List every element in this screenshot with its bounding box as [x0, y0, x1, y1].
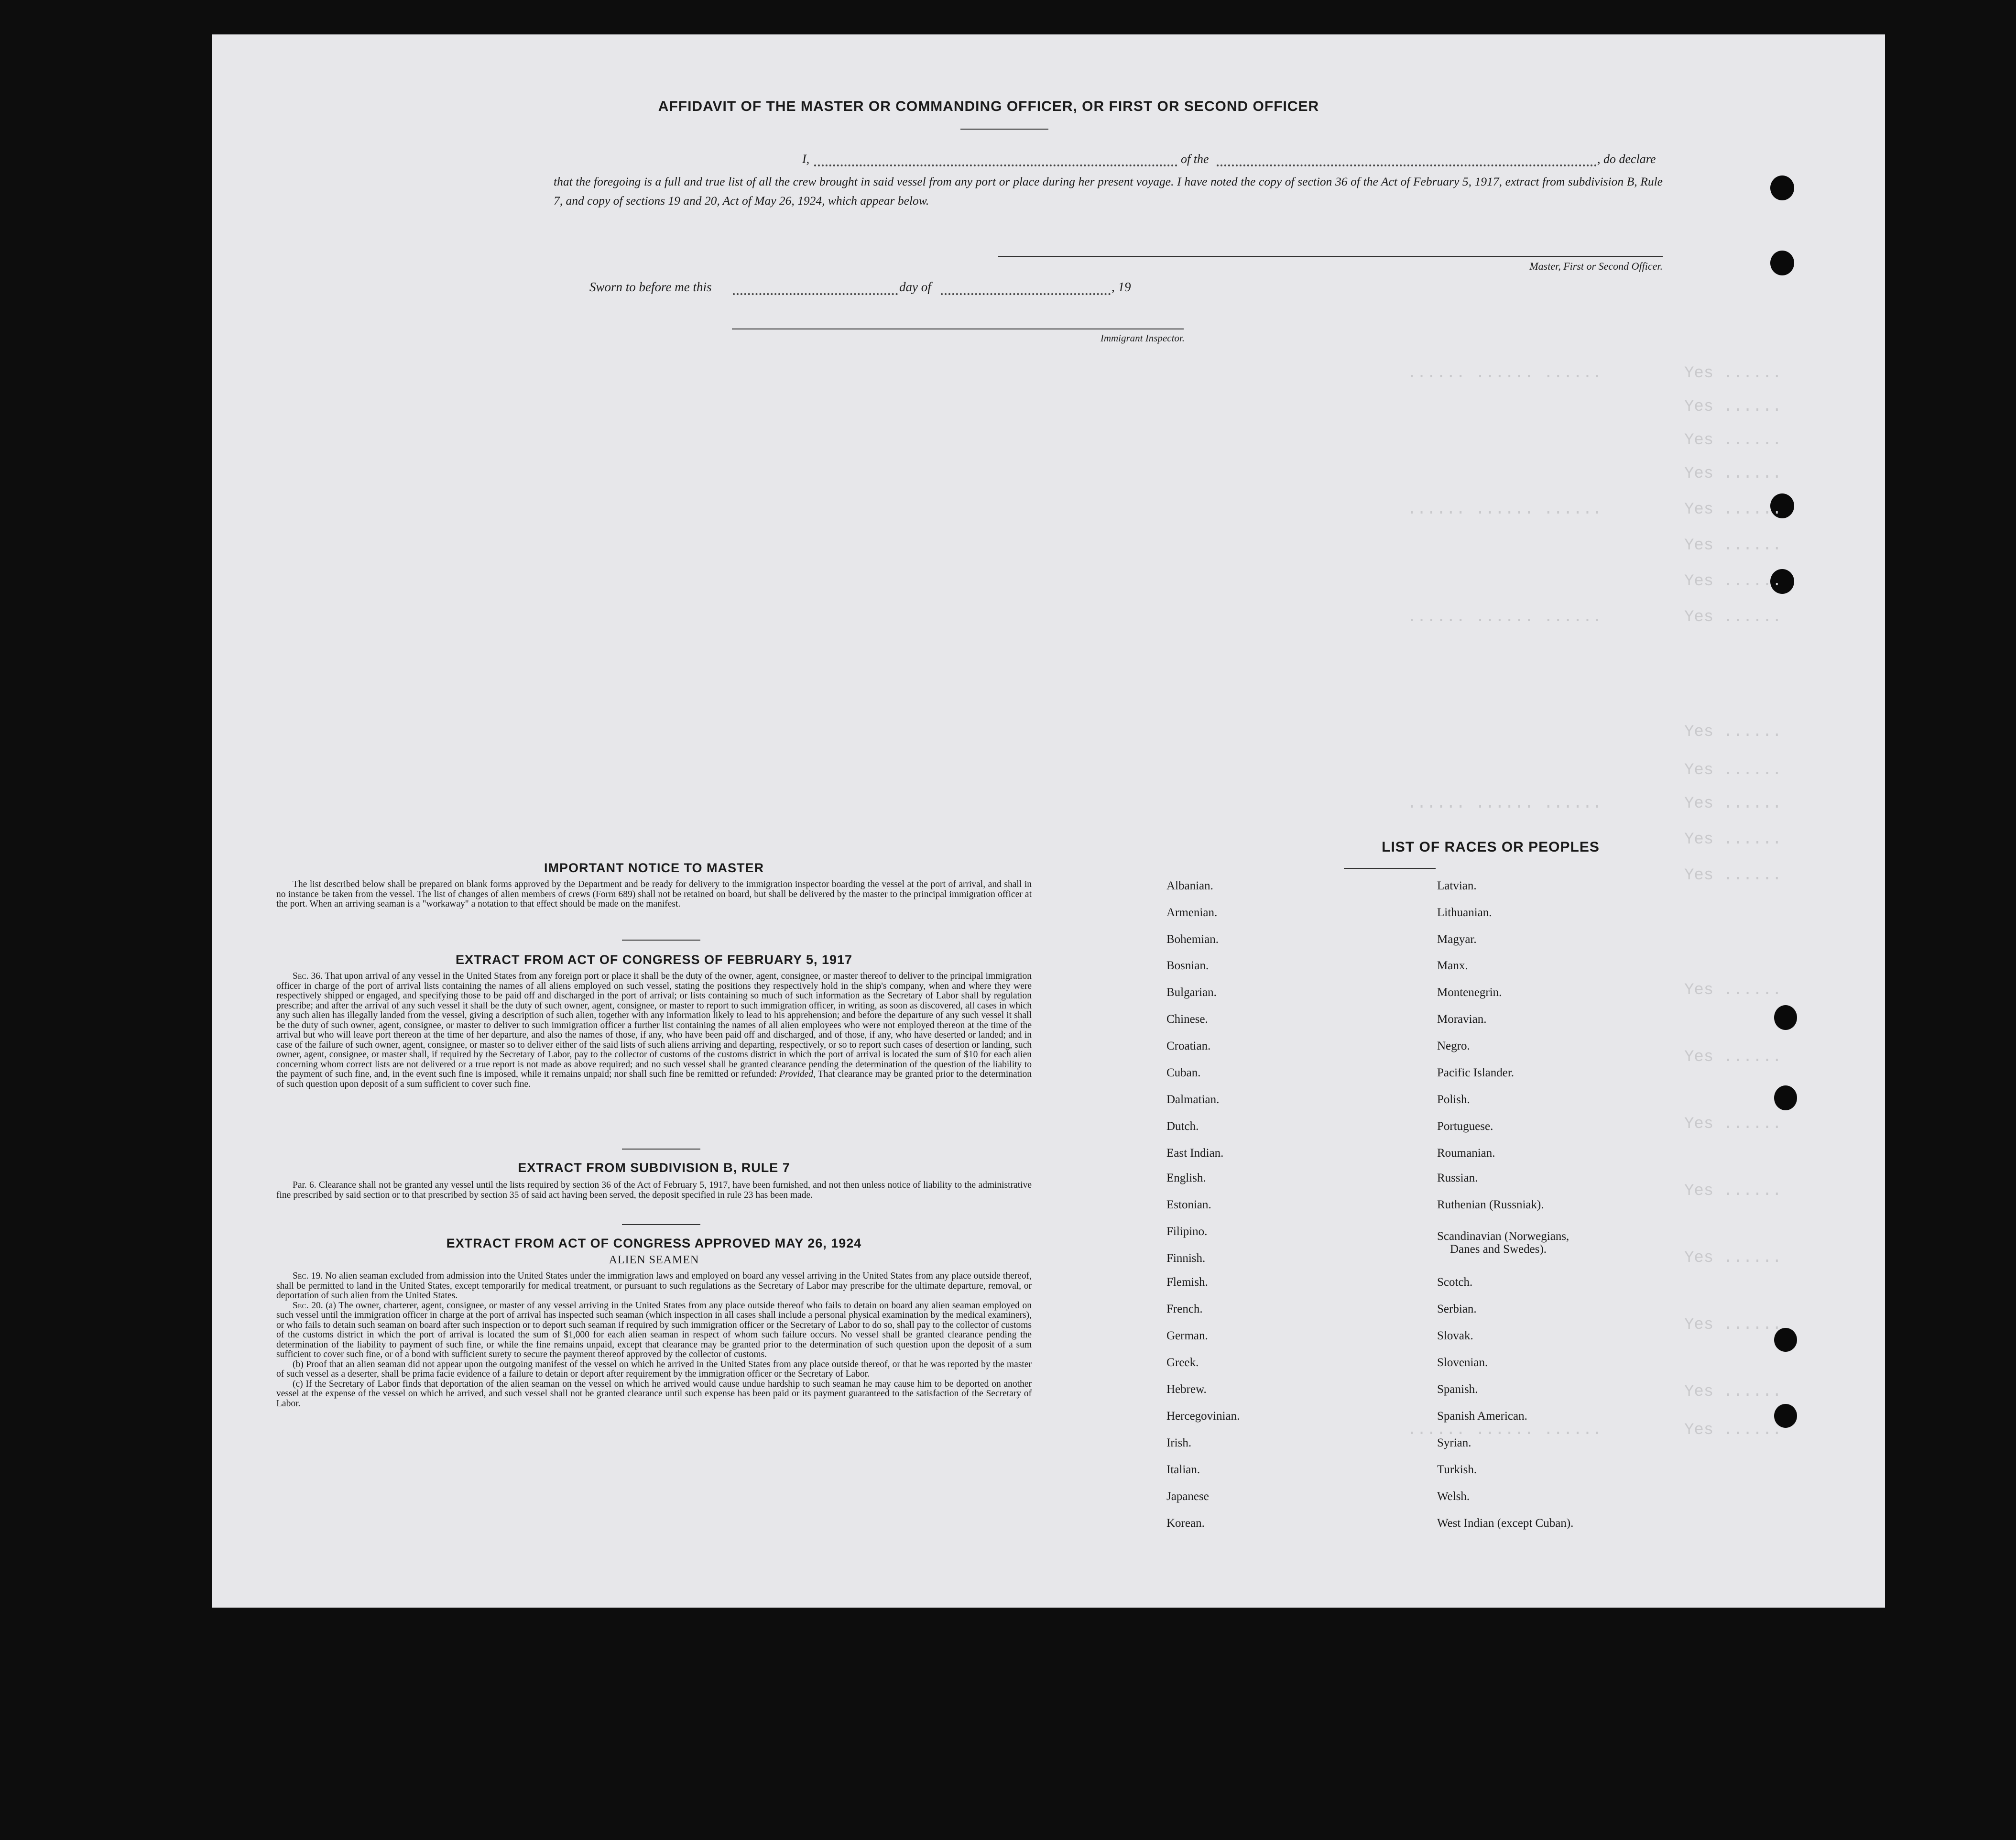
race-item: Greek.: [1166, 1356, 1199, 1369]
signature-line: [998, 256, 1663, 257]
day-of-label: day of: [899, 280, 931, 294]
race-item: Bohemian.: [1166, 933, 1219, 946]
race-item: Hercegovinian.: [1166, 1410, 1240, 1423]
notice-title: IMPORTANT NOTICE TO MASTER: [544, 861, 764, 875]
master-signature-label: Master, First or Second Officer.: [1529, 260, 1663, 272]
race-item: Cuban.: [1166, 1066, 1201, 1079]
race-item: Dalmatian.: [1166, 1093, 1220, 1106]
sec-19-label: Sec. 19.: [293, 1271, 323, 1281]
sec-20a-paragraph: [276, 1301, 1032, 1360]
race-item: Russian.: [1437, 1172, 1478, 1184]
provided-word: Provided,: [779, 1069, 816, 1079]
punch-hole: [1774, 1085, 1797, 1110]
race-item: Pacific Islander.: [1437, 1066, 1515, 1079]
sec-20-label: Sec. 20.: [293, 1300, 323, 1311]
race-item: Bulgarian.: [1166, 986, 1217, 999]
race-item: English.: [1166, 1172, 1206, 1184]
race-item: West Indian (except Cuban).: [1437, 1517, 1574, 1530]
affidavit-line1: [585, 152, 1656, 171]
race-item: Portuguese.: [1437, 1120, 1493, 1133]
race-item: Chinese.: [1166, 1013, 1208, 1026]
extract-1924-title: EXTRACT FROM ACT OF CONGRESS APPROVED MAY 26, 1924: [446, 1236, 862, 1250]
race-item: Armenian.: [1166, 906, 1218, 919]
sec-20a-text: (a) The owner, charterer, agent, consignee, or master of any vessel arriving in the United States from any place outside thereof who fails to detain on board any alien seaman employed on such vessel until the immigration officer in charge at the port of arrival has inspected such seaman (which inspection in all cases shall include a personal physical examination by the medical examiners), or who fails to detain such seaman on board after such inspection or to deport such seaman if required by such immigration officer or the Secretary of Labor to do so, shall pay to the collector of customs of the customs district in which the port of arrival is located the sum of $1,000 for each alien seaman in respect of whom such failure occurs. No vessel shall be granted clearance pending the determination of the liability to payment of such fine, or while the fine remains unpaid, except that clearance may be granted prior to the determination of such question upon the deposit of a sum sufficient to cover such fine, or of a bond with sufficient surety to secure the payment thereof approved by the collector of customs.: [276, 1300, 1032, 1359]
race-item: Estonian.: [1166, 1198, 1211, 1211]
extract-1917-title: EXTRACT FROM ACT OF CONGRESS OF FEBRUARY 5, 1917: [455, 953, 853, 967]
race-item: Manx.: [1437, 959, 1468, 972]
year-label: , 19: [1112, 280, 1131, 294]
alien-seamen-subtitle: ALIEN SEAMEN: [609, 1254, 699, 1266]
race-item: Dutch.: [1166, 1120, 1199, 1133]
rule7-paragraph: Par. 6. Clearance shall not be granted any vessel until the lists required by section 36 of the Act of February 5, 1917, have been furnished, and not then unless notice of liability to the administrative fine prescribed by said section or to that prescribed by section 35 of said act having been served, the deposit specified in rule 23 has been made.: [276, 1180, 1032, 1200]
races-title-rule: [1344, 868, 1436, 869]
sworn-day-blank: [733, 293, 898, 295]
rule7-title: EXTRACT FROM SUBDIVISION B, RULE 7: [518, 1161, 790, 1175]
punch-hole: [1770, 251, 1794, 275]
punch-hole: [1774, 1005, 1797, 1030]
notice-text: [276, 880, 1032, 909]
of-the-label: of the: [1181, 152, 1209, 166]
race-item: Roumanian.: [1437, 1147, 1495, 1160]
race-item: Ruthenian (Russniak).: [1437, 1198, 1544, 1211]
sec-36-label: Sec. 36.: [293, 971, 323, 981]
race-item: French.: [1166, 1303, 1203, 1315]
affidavit-title: AFFIDAVIT OF THE MASTER OR COMMANDING OFFICER, OR FIRST OR SECOND OFFICER: [658, 99, 1319, 114]
title-rule: [960, 129, 1048, 130]
section-rule: [622, 1149, 700, 1150]
race-item: Serbian.: [1437, 1303, 1477, 1315]
sec-36-text: That upon arrival of any vessel in the United States from any foreign port or place it shall be the duty of the owner, agent, consignee, or master thereof to deliver to the principal immigration officer in charge of the port of arrival lists containing the names of all aliens employed on such vessel, stating the positions they respectively hold in the ship's company, when and where they were respectively shipped or engaged, and specifying those to be paid off and discharged in the port of arrival; or lists containing so much of such information as the Secretary of Labor shall by regulation prescribe; and after the arrival of any such vessel it shall be the duty of such owner, agent, consignee, or master to report to such immigration officer, in writing, as soon as discovered, all cases in which any such alien has illegally landed from the vessel, giving a description of such alien, together with any information likely to lead to his apprehension; and before the departure of any such vessel it shall be the duty of such owner, agent, consignee, or master to deliver to such immigration officer a further list containing the names of all alien employees who were not employed thereon at the time of the arrival but who will leave port thereon at the time of her departure, and also the names of those, if any, who have been paid off and discharged, and of those, if any, who have deserted or landed; and in case of the failure of such owner, agent, consignee, or master so to deliver either of the said lists of such aliens arriving and departing, respectively, or so to report such cases of desertion or landing, such owner, agent, consignee, or master shall, if required by the Secretary of Labor, pay to the collector of customs of the customs district in which the port of arrival is located the sum of $10 for each alien concerning whom correct lists are not delivered or a true report is not made as above required; and no such vessel shall be granted clearance pending the determination of the question of the liability to the payment of such fine, and, in the event such fine is imposed, while it remains unpaid; nor shall such fine be remitted or refunded:: [276, 971, 1032, 1079]
race-item: Lithuanian.: [1437, 906, 1492, 919]
section-rule: [622, 940, 700, 941]
sworn-line: [589, 280, 1163, 299]
race-item: Montenegrin.: [1437, 986, 1502, 999]
race-item: German.: [1166, 1329, 1208, 1342]
race-item: Magyar.: [1437, 933, 1477, 946]
race-item: Turkish.: [1437, 1463, 1477, 1476]
race-item: Croatian.: [1166, 1040, 1211, 1052]
race-item: Scandinavian (Norwegians,: [1437, 1230, 1569, 1243]
sec-20c-paragraph: (c) If the Secretary of Labor finds that deportation of the alien seaman on the vessel on which he arrived would cause undue hardship to such seaman he may cause him to be deported on another vessel at the expense of the vessel on which he arrived, and such vessel shall not be granted clearance until such expense has been paid or its payment guaranteed to the satisfaction of the Secretary of Labor.: [276, 1379, 1032, 1409]
vessel-name-blank: [1217, 164, 1597, 166]
do-declare-label: , do declare: [1597, 152, 1656, 166]
sec-19-paragraph: [276, 1271, 1032, 1301]
race-item: Albanian.: [1166, 879, 1213, 892]
race-item: Finnish.: [1166, 1252, 1206, 1265]
sworn-label: Sworn to before me this: [589, 280, 712, 294]
race-item: Latvian.: [1437, 879, 1477, 892]
race-item: Spanish American.: [1437, 1410, 1527, 1423]
extract-1917-text: [276, 972, 1032, 1089]
race-item: Moravian.: [1437, 1013, 1487, 1026]
extract-1924-text: [276, 1271, 1032, 1409]
race-item: Bosnian.: [1166, 959, 1209, 972]
inspector-label: Immigrant Inspector.: [1100, 332, 1185, 344]
races-title: LIST OF RACES OR PEOPLES: [1382, 839, 1600, 855]
race-item: Korean.: [1166, 1517, 1205, 1530]
race-item: Welsh.: [1437, 1490, 1470, 1503]
race-item: Hebrew.: [1166, 1383, 1207, 1396]
document-page: Yes ...... Yes ...... Yes ...... Yes ...... Yes ...... Yes ...... Yes ...... Yes ...... Yes ...... Yes ...... Yes ...... Yes ...... Yes ...... Yes ...... Yes ...... Yes ...... Yes ...... Yes ...... Yes ...... Yes ...... Yes ...... ...... ...... ...... ...... ...... ...... ...... ...... ...... ...... ...... ...... ...... ...... ...... AFFIDAVIT OF THE MASTER OR COMMANDING OFFICER, OR FIRST OR SECOND OFFICER I, of the , do declare that the foregoing is a full and true list of all the crew brought in said vessel from any port or place during her present voyage. I have noted the copy of section 36 of the Act of February 5, 1917, extract from subdivision B, Rule 7, and copy of sections 19 and 20, Act of May 26, 1924, which appear below. Master, First or Second Officer. Sworn to before me this day of , 19 Immigrant Inspector. IMPORTANT NOTICE TO MASTER The list described below shall be prepared on blank forms approved by the Department and be ready for delivery to the immigration inspector boarding the vessel at the port of arrival, and shall in no instance be taken from the vessel. The list of changes of alien members of crews (Form 689) shall not be retained on board, but shall be delivered by the master to the principal immigration officer at the port. When an arriving seaman is a "workaway" a notation to that effect should be made on the manifest. EXTRACT FROM ACT OF CONGRESS OF FEBRUARY 5, 1917 Sec. 36. That upon arrival of any vessel in the United States from any foreign port or place it shall be the duty of the owner, agent, consignee, or master thereof to deliver to the principal immigration officer in charge of the port of arrival lists containing the names of all aliens employed on such vessel, stating the positions they respectively hold in the ship's company, when and where they were respectively shipped or engaged, and specifying those to be paid off and discharged in the port of arrival; or lists containing so much of such information as the Secretary of Labor shall by regulation prescribe; and after the arrival of any such vessel it shall be the duty of such owner, agent, consignee, or master to report to such immigration officer, in writing, as soon as discovered, all cases in which any such alien has illegally landed from the vessel, giving a description of such alien, together with any information likely to lead to his apprehension; and before the departure of any such vessel it shall be the duty of such owner, agent, consignee, or master to deliver to such immigration officer a further list containing the names of all alien employees who were not employed thereon at the time of the arrival but who will leave port thereon at the time of her departure, and also the names of those, if any, who have been paid off and discharged, and of those, if any, who have deserted or landed; and in case of the failure of such owner, agent, consignee, or master so to deliver either of the said lists of such aliens arriving and departing, respectively, or so to report such cases of desertion or landing, such owner, agent, consignee, or master shall, if required by the Secretary of Labor, pay to the collector of customs of the customs district in which the port of arrival is located the sum of $10 for each alien concerning whom correct lists are not delivered or a true report is not made as above required; and no such vessel shall be granted clearance pending the determination of the question of the liability to the payment of such fine, and, in the event such fine is imposed, while it remains unpaid; nor shall such fine be remitted or refunded: Provided, That clearance may be granted prior to the determination of such question upon deposit of a sum sufficient to cover such fine. EXTRACT FROM SUBDIVISION B, RULE 7 Par. 6. Clearance shall not be granted any vessel until the lists required by section 36 of the Act of February 5, 1917, have been furnished, and not then unless notice of liability to the administrative fine prescribed by said section or to that prescribed by section 35 of said act having been served, the deposit specified in rule 23 has been made. EXTRACT FROM ACT OF CONGRESS APPROVED MAY 26, 1924 ALIEN SEAMEN Sec. 19. No alien seaman excluded from admission into the United States under the immigration laws and employed on board any vessel arriving in the United States from any place outside thereof, shall be permitted to land in the United States, except temporarily for medical treatment, or pursuant to such regulations as the Secretary of Labor may prescribe for the ultimate departure, removal, or deportation of such alien from the United States. Sec. 20. (a) The owner, charterer, agent, consignee, or master of any vessel arriving in the United States from any place outside thereof who fails to detain on board any alien seaman employed on such vessel until the immigration officer in charge at the port of arrival has inspected such seaman (which inspection in all cases shall include a personal physical examination by the medical examiners), or who fails to detain such seaman on board after such inspection or to deport such seaman if required by such immigration officer or the Secretary of Labor to do so, shall pay to the collector of customs of the customs district in which the port of arrival is located the sum of $1,000 for each alien seaman in respect of whom such failure occurs. No vessel shall be granted clearance pending the determination of the liability to payment of such fine, or while the fine remains unpaid, except that clearance may be granted prior to the determination of such question upon the deposit of a sum sufficient to cover such fine, or of a bond with sufficient surety to secure the payment thereof approved by the collector of customs. (b) Proof that an alien seaman did not appear upon the outgoing manifest of the vessel on which he arrived in the United States from any place outside thereof, or that he was reported by the master of such vessel as a deserter, shall be prima facie evidence of a failure to detain or deport after requirement by the immigration officer or the Secretary of Labor. (c) If the Secretary of Labor finds that deportation of the alien seaman on the vessel on which he arrived would cause undue hardship to such seaman he may cause him to be deported on another vessel at the expense of the vessel on which he arrived, and such vessel shall not be granted clearance until such expense has been paid or its payment guaranteed to the satisfaction of the Secretary of Labor. LIST OF RACES OR PEOPLES Albanian. Armenian. Bohemian. Bosnian. Bulgarian. Chinese. Croatian. Cuban. Dalmatian. Dutch. East Indian. English. Estonian. Filipino. Finnish. Flemish. French. German. Greek. Hebrew. Hercegovinian. Irish. Italian. Japanese Korean. Latvian. Lithuanian. Magyar. Manx. Montenegrin. Moravian. Negro. Pacific Islander. Polish. Portuguese. Roumanian. Russian. Ruthenian (Russniak). Scandinavian (Norwegians, Danes and Swedes). Scotch. Serbian. Slovak. Slovenian. Spanish. Spanish American. Syrian. Turkish. Welsh. West Indian (except Cuban).: [212, 34, 1885, 1608]
race-item: East Indian.: [1166, 1147, 1224, 1160]
race-item: Irish.: [1166, 1436, 1192, 1449]
race-item-continued: Danes and Swedes).: [1450, 1243, 1547, 1256]
sworn-month-blank: [941, 293, 1111, 295]
declarant-name-blank: [814, 164, 1177, 166]
section-rule: [622, 1224, 700, 1225]
sec-20b-paragraph: (b) Proof that an alien seaman did not appear upon the outgoing manifest of the vessel on which he arrived in the United States from any place outside thereof, or that he was reported by the master of such vessel as a deserter, shall be prima facie evidence of a failure to detain or deport after requirement by the immigration officer or the Secretary of Labor.: [276, 1359, 1032, 1379]
race-item: Filipino.: [1166, 1225, 1208, 1238]
sec-19-text: No alien seaman excluded from admission into the United States under the immigration laws and employed on board any vessel arriving in the United States from any place outside thereof, shall be permitted to land in the United States, except temporarily for medical treatment, or pursuant to such regulations as the Secretary of Labor may prescribe for the ultimate departure, removal, or deportation of such alien from the United States.: [276, 1271, 1032, 1301]
race-item: Scotch.: [1437, 1276, 1473, 1289]
race-item: Italian.: [1166, 1463, 1200, 1476]
sec-36-text-end: That clearance may be granted prior to the determination of such question upon deposit of a sum sufficient to cover such fine.: [276, 1069, 1032, 1089]
race-item: Polish.: [1437, 1093, 1470, 1106]
race-item: Spanish.: [1437, 1383, 1478, 1396]
declarant-i-label: I,: [802, 152, 810, 166]
race-item: Negro.: [1437, 1040, 1470, 1052]
race-item: Slovak.: [1437, 1329, 1473, 1342]
affidavit-text: that the foregoing is a full and true list of all the crew brought in said vessel from any port or place during her present voyage. I have noted the copy of section 36 of the Act of February 5, 1917, extract from subdivision B, Rule 7, and copy of sections 19 and 20, Act of May 26, 1924, which appear below.: [554, 175, 1663, 208]
punch-hole: [1770, 175, 1794, 200]
race-item: Japanese: [1166, 1490, 1209, 1503]
rule7-text: [276, 1181, 1032, 1200]
race-item: Slovenian.: [1437, 1356, 1488, 1369]
race-item: Syrian.: [1437, 1436, 1471, 1449]
notice-paragraph: The list described below shall be prepared on blank forms approved by the Department and be ready for delivery to the immigration inspector boarding the vessel at the port of arrival, and shall in no instance be taken from the vessel. The list of changes of alien members of crews (Form 689) shall not be retained on board, but shall be delivered by the master to the principal immigration officer at the port. When an arriving seaman is a "workaway" a notation to that effect should be made on the manifest.: [276, 879, 1032, 909]
race-item: Flemish.: [1166, 1276, 1208, 1289]
